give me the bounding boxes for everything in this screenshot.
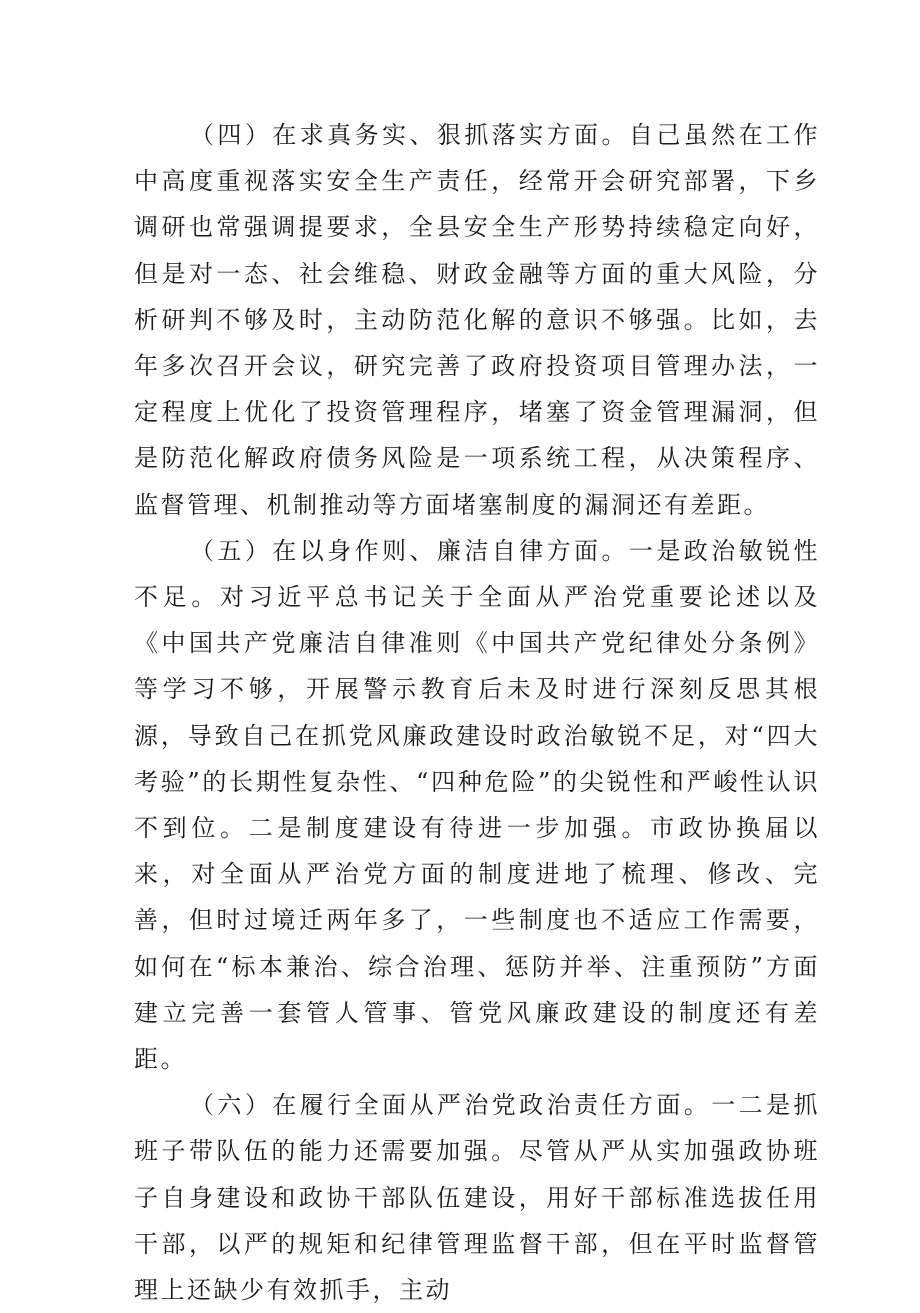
paragraph-five: （五）在以身作则、廉洁自律方面。一是政治敏锐性不足。对习近平总书记关于全面从严治党重要论述以及《中国共产党廉洁自律准则《中国共产党纪律处分条例》等学习不够，开展警示教育后未及时进行深刻反思其根源，导致自己在抓党风廉政建设时政治敏锐不足，对“四大考验”的长期性复杂性、“四种危险”的尖锐性和严峻性认识不到位。二是制度建设有待进一步加强。市政协换届以来，对全面从严治党方面的制度进地了梳理、修改、完善，但时过境迁两年多了，一些制度也不适应工作需要，如何在“标本兼治、综合治理、惩防并举、注重预防”方面建立完善一套管人管事、管党风廉政建设的制度还有差距。: [134, 536, 820, 1074]
paragraph-six: （六）在履行全面从严治党政治责任方面。一二是抓班子带队伍的能力还需要加强。尽管从严从实加强政协班子自身建设和政协干部队伍建设，用好干部标准选拔任用干部，以严的规矩和纪律管理监督干部，但在平时监督管理上还缺少有效抓手，主动: [134, 1091, 820, 1305]
paragraph-four: （四）在求真务实、狠抓落实方面。自己虽然在工作中高度重视落实安全生产责任，经常开会研究部署，下乡调研也常强调提要求，全县安全生产形势持续稳定向好，但是对一态、社会维稳、财政金融等方面的重大风险，分析研判不够及时，主动防范化解的意识不够强。比如，去年多次召开会议，研究完善了政府投资项目管理办法，一定程度上优化了投资管理程序，堵塞了资金管理漏洞，但是防范化解政府债务风险是一项系统工程，从决策程序、监督管理、机制推动等方面堵塞制度的漏洞还有差距。: [134, 121, 820, 519]
